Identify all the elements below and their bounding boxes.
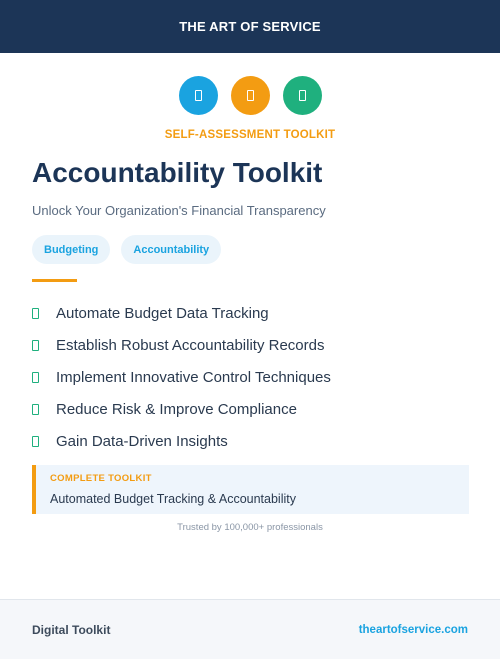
document-icon xyxy=(299,90,306,101)
page-subtitle: Unlock Your Organization's Financial Transparency xyxy=(32,203,326,218)
trust-note: Trusted by 100,000+ professionals xyxy=(177,522,323,533)
check-icon xyxy=(32,372,39,383)
callout-label: COMPLETE TOOLKIT xyxy=(50,473,152,484)
check-icon xyxy=(32,404,39,415)
feature-item xyxy=(32,297,331,329)
orange-circle-icon xyxy=(231,76,270,115)
footer-label: Digital Toolkit xyxy=(32,622,111,637)
toolkit-callout xyxy=(32,465,469,514)
page-title: Accountability Toolkit xyxy=(32,157,323,188)
document-icon xyxy=(195,90,202,101)
tag-list xyxy=(32,235,221,264)
check-icon xyxy=(32,436,39,447)
feature-text: Implement Innovative Control Techniques xyxy=(56,368,331,386)
feature-item xyxy=(32,393,331,425)
check-icon xyxy=(32,340,39,351)
tag-budgeting[interactable]: Budgeting xyxy=(32,235,110,264)
feature-text: Automate Budget Data Tracking xyxy=(56,304,269,322)
check-icon xyxy=(32,308,39,319)
feature-text: Reduce Risk & Improve Compliance xyxy=(56,400,297,418)
tag-accountability[interactable]: Accountability xyxy=(121,235,221,264)
feature-text: Establish Robust Accountability Records xyxy=(56,336,325,354)
blue-circle-icon xyxy=(179,76,218,115)
callout-text: Automated Budget Tracking & Accountability xyxy=(50,492,296,506)
footer xyxy=(0,599,500,659)
feature-item xyxy=(32,329,331,361)
feature-item xyxy=(32,361,331,393)
document-icon xyxy=(247,90,254,101)
kicker-label: SELF-ASSESSMENT TOOLKIT xyxy=(164,129,336,141)
feature-item xyxy=(32,425,331,457)
accent-divider xyxy=(32,279,77,282)
feature-list xyxy=(32,297,331,457)
brand-name: THE ART OF SERVICE xyxy=(179,19,321,34)
website-link[interactable]: theartofservice.com xyxy=(358,623,468,636)
top-banner xyxy=(0,0,500,53)
feature-text: Gain Data-Driven Insights xyxy=(56,432,228,450)
icon-row xyxy=(0,76,500,115)
green-circle-icon xyxy=(283,76,322,115)
